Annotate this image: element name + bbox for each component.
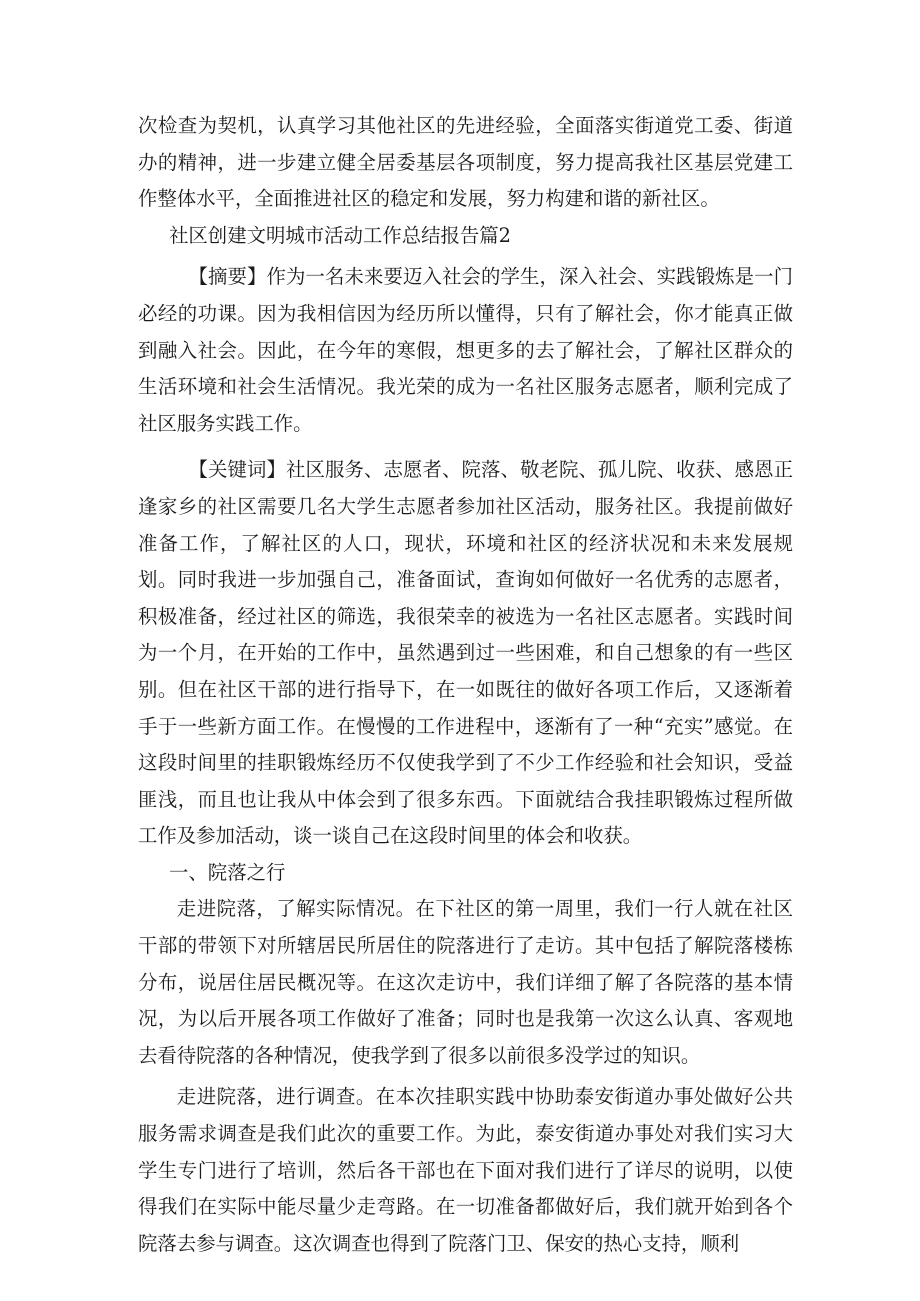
paragraph-body: 走进院落，了解实际情况。在下社区的第一周里，我们一行人就在社区干部的带领下对所辖居民所居住的院落进行了走访。其中包括了解院落楼栋分布，说居住居民概况等。在这次走访中，我们详细了解了各院落的基本情况，为以后开展各项工作做好了准备；同时也是我第一次这么认真、客观地去看待院落的各种情况，使我学到了很多以前很多没学过的知识。 [138,897,793,1067]
document-body [138,108,793,1262]
paragraph-keywords: 【关键词】社区服务、志愿者、院落、敬老院、孤儿院、收获、感恩正逢家乡的社区需要几名大学生志愿者参加社区活动，服务社区。我提前做好准备工作，了解社区的人口，现状，环境和社区的经济状况和未来发展规划。同时我进一步加强自己，准备面试，查询如何做好一名优秀的志愿者，积极准备，经过社区的筛选，我很荣幸的被选为一名社区志愿者。实践时间为一个月，在开始的工作中，虽然遇到过一些困难，和自己想象的有一些区别。但在社区干部的进行指导下，在一如既往的做好各项工作后，又逐渐着手于一些新方面工作。在慢慢的工作进程中，逐渐有了一种“充实”感觉。在这段时间里的挂职锻炼经历不仅使我学到了不少工作经验和社会知识，受益匪浅，而且也让我从中体会到了很多东西。下面就结合我挂职锻炼过程所做工作及参加活动，谈一谈自己在这段时间里的体会和收获。 [138,458,793,848]
paragraph-body: 走进院落，进行调查。在本次挂职实践中协助泰安街道办事处做好公共服务需求调查是我们此次的重要工作。为此，泰安街道办事处对我们实习大学生专门进行了培训，然后各干部也在下面对我们进行了详尽的说明，以使得我们在实际中能尽量少走弯路。在一切准备都做好后，我们就开始到各个院落去参与调查。这次调查也得到了院落门卫、保安的热心支持，顺利 [138,1085,793,1255]
paragraph-continuation: 次检查为契机，认真学习其他社区的先进经验，全面落实街道党工委、街道办的精神，进一步建立健全居委基层各项制度，努力提高我社区基层党建工作整体水平，全面推进社区的稳定和发展，努力构建和谐的新社区。 [138,114,793,211]
paragraph-abstract: 【摘要】作为一名未来要迈入社会的学生，深入社会、实践锻炼是一门必经的功课。因为我相信因为经历所以懂得，只有了解社会，你才能真正做到融入社会。因此，在今年的寒假，想更多的去了解社会，了解社区群众的生活环境和社会生活情况。我光荣的成为一名社区服务志愿者，顺利完成了社区服务实践工作。 [138,265,793,435]
section-title: 社区创建文明城市活动工作总结报告篇2 [169,223,512,247]
subsection-heading: 一、院落之行 [169,860,286,884]
